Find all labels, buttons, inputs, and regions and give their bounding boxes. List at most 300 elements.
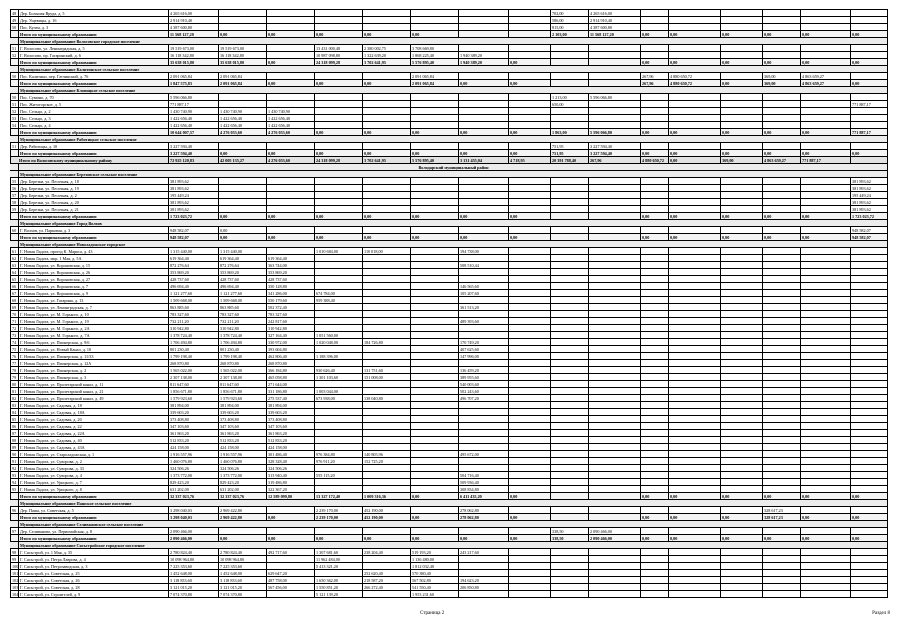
value-cell <box>508 339 550 345</box>
value-cell <box>266 101 314 107</box>
value-cell <box>668 199 720 205</box>
value-cell: 0,00 <box>850 493 888 499</box>
value-cell: 0,00 <box>668 157 720 163</box>
table-row <box>10 318 888 325</box>
value-cell: 350 128,80 <box>266 283 314 289</box>
value-cell <box>458 143 508 149</box>
value-cell <box>762 402 800 408</box>
value-cell: 815,00 <box>550 24 588 30</box>
value-cell <box>762 192 800 198</box>
value-cell: 2 969 422,80 <box>218 514 266 520</box>
value-cell <box>508 451 550 457</box>
value-cell: 452 190,00 <box>362 507 410 513</box>
row-label: Г. Новая Ладога, ул. Пионерская, д. 12А <box>18 360 168 366</box>
value-cell <box>550 381 588 387</box>
table-row <box>10 73 888 80</box>
value-cell <box>800 444 850 450</box>
value-cell: 4 265 616,00 <box>588 10 640 16</box>
value-cell <box>850 157 888 163</box>
row-label: Дер. Березки, ул. Песочная, д. 2 <box>18 192 168 198</box>
row-number: 81 <box>12 389 17 394</box>
value-cell <box>800 395 850 401</box>
value-cell <box>850 318 888 324</box>
value-cell <box>588 437 640 443</box>
value-cell <box>314 283 362 289</box>
value-cell <box>362 332 410 338</box>
value-cell <box>800 325 850 331</box>
value-cell <box>668 486 720 492</box>
value-cell <box>458 332 508 338</box>
value-cell: 35 638 015,80 <box>168 59 218 65</box>
row-number: 89 <box>12 445 17 450</box>
value-cell: 829 423,20 <box>218 479 266 485</box>
value-cell: 0,00 <box>800 234 850 240</box>
value-cell: 0,00 <box>218 213 266 219</box>
value-cell <box>362 465 410 471</box>
value-cell: 0,00 <box>850 514 888 520</box>
value-cell <box>314 255 362 261</box>
row-number: 52 <box>12 53 17 58</box>
value-cell <box>668 318 720 324</box>
value-cell <box>850 122 888 128</box>
value-cell <box>508 45 550 51</box>
table-row <box>10 122 888 129</box>
value-cell: 0,00 <box>266 213 314 219</box>
value-cell: 570 380,40 <box>410 570 458 576</box>
value-cell <box>762 52 800 58</box>
row-label: Итого по муниципальному образованию <box>18 213 168 219</box>
value-cell <box>410 248 458 254</box>
value-cell: 1 856 671,80 <box>218 388 266 394</box>
value-cell <box>668 577 720 583</box>
value-cell <box>550 437 588 443</box>
value-cell <box>668 353 720 359</box>
value-cell <box>762 353 800 359</box>
value-cell <box>588 311 640 317</box>
value-cell <box>550 325 588 331</box>
row-label: Г. Новая Ладога, ул. Пролетарский канал, д. 21 <box>18 388 168 394</box>
row-number: 51 <box>12 46 17 51</box>
value-cell: 0,00 <box>800 493 850 499</box>
value-cell <box>640 297 668 303</box>
value-cell: 6 411 435,20 <box>458 493 508 499</box>
row-label: Г. Новая Ладога, проезд К. Маркса, д. 43 <box>18 248 168 254</box>
table-row <box>10 227 888 234</box>
row-label: Итого по муниципальному образованию <box>18 129 168 135</box>
value-cell <box>800 269 850 275</box>
value-cell <box>800 486 850 492</box>
value-cell <box>640 346 668 352</box>
value-cell <box>550 248 588 254</box>
value-cell <box>266 143 314 149</box>
value-cell: 267,96 <box>640 73 668 79</box>
value-cell: 872 276,64 <box>168 262 218 268</box>
value-cell <box>720 388 762 394</box>
value-cell <box>218 192 266 198</box>
value-cell: 324 506,26 <box>218 465 266 471</box>
value-cell <box>588 59 640 65</box>
row-label: Г. Сясьстрой, ул. Петрозаводская, д. 3 <box>18 563 168 569</box>
value-cell <box>588 409 640 415</box>
value-cell: 496 707,20 <box>458 395 508 401</box>
value-cell: 347 103,60 <box>218 423 266 429</box>
value-cell <box>850 353 888 359</box>
value-cell <box>550 80 588 86</box>
value-cell <box>640 101 668 107</box>
value-cell: 2 239 170,00 <box>314 507 362 513</box>
value-cell <box>410 332 458 338</box>
value-cell <box>362 206 410 212</box>
value-cell <box>410 283 458 289</box>
value-cell: 11 568 127,20 <box>588 31 640 37</box>
value-cell: 341 286,00 <box>266 290 314 296</box>
value-cell: 324 506,26 <box>266 465 314 471</box>
value-cell <box>668 479 720 485</box>
value-cell <box>458 360 508 366</box>
table-row <box>10 479 888 486</box>
value-cell: 1 509 668,00 <box>218 297 266 303</box>
value-cell <box>314 430 362 436</box>
value-cell <box>508 556 550 562</box>
value-cell <box>850 290 888 296</box>
value-cell <box>850 570 888 576</box>
row-number: 96 <box>12 508 17 513</box>
value-cell <box>720 276 762 282</box>
value-cell: 0,00 <box>410 493 458 499</box>
value-cell <box>800 360 850 366</box>
value-cell: 381 893,62 <box>850 199 888 205</box>
row-number: 88 <box>12 438 17 443</box>
value-cell <box>362 108 410 114</box>
value-cell <box>800 472 850 478</box>
value-cell <box>508 255 550 261</box>
value-cell <box>668 430 720 436</box>
table-row <box>10 262 888 269</box>
value-cell <box>800 262 850 268</box>
value-cell <box>458 311 508 317</box>
value-cell <box>410 311 458 317</box>
value-cell <box>850 346 888 352</box>
value-cell <box>720 339 762 345</box>
value-cell: 2 239 170,00 <box>314 514 362 520</box>
value-cell <box>668 360 720 366</box>
value-cell <box>640 45 668 51</box>
value-cell: 381 893,62 <box>168 178 218 184</box>
value-cell <box>800 556 850 562</box>
value-cell: 32 337 023,76 <box>168 493 218 499</box>
value-cell: 7 074 370,80 <box>218 591 266 597</box>
value-cell <box>668 367 720 373</box>
value-cell <box>850 52 888 58</box>
subtotal-row <box>10 213 888 220</box>
value-cell: 4 863 659,27 <box>762 157 800 163</box>
value-cell <box>314 381 362 387</box>
value-cell <box>850 115 888 121</box>
value-cell <box>458 206 508 212</box>
table-row <box>10 311 888 318</box>
value-cell: 0,00 <box>458 150 508 156</box>
value-cell <box>508 17 550 23</box>
section-header-row <box>10 500 888 507</box>
value-cell <box>550 290 588 296</box>
value-cell <box>410 374 458 380</box>
value-cell <box>550 395 588 401</box>
value-cell <box>588 234 640 240</box>
value-cell: 310 942,80 <box>168 325 218 331</box>
value-cell: 424 158,00 <box>266 444 314 450</box>
value-cell <box>850 563 888 569</box>
value-cell <box>218 143 266 149</box>
value-cell: 328 617,23 <box>762 514 800 520</box>
value-cell: 369,00 <box>762 73 800 79</box>
value-cell <box>508 437 550 443</box>
value-cell <box>550 346 588 352</box>
value-cell: 495 672,00 <box>458 451 508 457</box>
value-cell: 3 298 040,03 <box>168 514 218 520</box>
value-cell <box>314 17 362 23</box>
value-cell <box>762 101 800 107</box>
value-cell <box>458 437 508 443</box>
value-cell: 872 276,64 <box>218 262 266 268</box>
value-cell: 0,00 <box>410 234 458 240</box>
value-cell <box>508 591 550 597</box>
value-cell: 328 617,23 <box>762 507 800 513</box>
value-cell <box>720 290 762 296</box>
row-number: 66 <box>12 284 17 289</box>
value-cell <box>640 472 668 478</box>
value-cell: 0,00 <box>508 129 550 135</box>
value-cell <box>410 122 458 128</box>
value-cell: 1 213,00 <box>550 94 588 100</box>
value-cell <box>762 577 800 583</box>
value-cell <box>850 486 888 492</box>
value-cell: 540 003,60 <box>458 381 508 387</box>
value-cell: 0,00 <box>800 213 850 219</box>
value-cell <box>508 304 550 310</box>
value-cell: 0,00 <box>362 234 410 240</box>
row-number: 92 <box>12 466 17 471</box>
table-row <box>10 276 888 283</box>
value-cell: 5 596 066,80 <box>588 129 640 135</box>
value-cell <box>588 402 640 408</box>
value-cell <box>762 444 800 450</box>
value-cell <box>588 213 640 219</box>
value-cell <box>762 262 800 268</box>
value-cell <box>410 472 458 478</box>
value-cell <box>720 115 762 121</box>
value-cell <box>762 486 800 492</box>
subtotal-row <box>10 80 888 87</box>
value-cell <box>800 304 850 310</box>
table-row <box>10 24 888 31</box>
value-cell <box>762 563 800 569</box>
value-cell <box>800 297 850 303</box>
value-cell <box>850 409 888 415</box>
value-cell <box>668 290 720 296</box>
value-cell <box>640 17 668 23</box>
value-cell <box>218 206 266 212</box>
value-cell <box>550 388 588 394</box>
value-cell <box>668 563 720 569</box>
value-cell <box>266 17 314 23</box>
value-cell <box>550 479 588 485</box>
value-cell <box>640 304 668 310</box>
value-cell <box>850 283 888 289</box>
row-number <box>10 66 18 72</box>
value-cell <box>550 234 588 240</box>
value-cell: 673 938,00 <box>314 395 362 401</box>
row-number: 94 <box>12 480 17 485</box>
row-number <box>10 87 18 93</box>
row-number: 68 <box>12 298 17 303</box>
value-cell <box>588 353 640 359</box>
value-cell <box>640 563 668 569</box>
value-cell: 361 513,20 <box>458 304 508 310</box>
value-cell <box>314 143 362 149</box>
value-cell <box>362 528 410 534</box>
table-row <box>10 549 888 556</box>
value-cell <box>458 73 508 79</box>
value-cell <box>362 556 410 562</box>
value-cell <box>362 430 410 436</box>
value-cell: 373 408,80 <box>168 416 218 422</box>
value-cell <box>720 332 762 338</box>
value-cell <box>588 297 640 303</box>
value-cell: 3 121 015,20 <box>218 584 266 590</box>
value-cell: 0,00 <box>640 150 668 156</box>
value-cell <box>720 472 762 478</box>
row-number: 50 <box>12 95 17 100</box>
value-cell: 2 091 065,84 <box>168 73 218 79</box>
row-label: Г. Сясьстрой, ул. Строителей, д. 9 <box>18 591 168 597</box>
value-cell <box>720 73 762 79</box>
value-cell: 555 115,20 <box>314 472 362 478</box>
value-cell: 35 638 015,80 <box>218 59 266 65</box>
value-cell <box>850 416 888 422</box>
value-cell: 3 118 833,60 <box>168 577 218 583</box>
value-cell: 206 850,80 <box>458 584 508 590</box>
value-cell: 0,00 <box>762 150 800 156</box>
value-cell <box>800 255 850 261</box>
value-cell <box>850 479 888 485</box>
value-cell <box>508 297 550 303</box>
value-cell <box>640 486 668 492</box>
row-label: Г. Новая Ладога, ул. М. Горького, д. 7А <box>18 332 168 338</box>
value-cell <box>850 297 888 303</box>
value-cell <box>800 339 850 345</box>
value-cell: 0,00 <box>508 535 550 541</box>
value-cell <box>640 199 668 205</box>
value-cell: 629 647,20 <box>266 570 314 576</box>
value-cell <box>508 311 550 317</box>
value-cell <box>508 318 550 324</box>
value-cell: 0,00 <box>668 150 720 156</box>
value-cell <box>314 227 362 233</box>
value-cell <box>508 332 550 338</box>
value-cell: 24 318 099,28 <box>314 59 362 65</box>
value-cell <box>720 563 762 569</box>
value-cell <box>550 416 588 422</box>
value-cell: 1 422 656,40 <box>168 122 218 128</box>
row-label: Г. Волхов, ул. Парковая, д. 3 <box>18 227 168 233</box>
row-number: 52 <box>12 109 17 114</box>
value-cell: 310 942,80 <box>218 325 266 331</box>
value-cell <box>720 52 762 58</box>
row-number <box>10 38 18 44</box>
value-cell: 42 005 135,27 <box>218 157 266 163</box>
value-cell <box>588 472 640 478</box>
value-cell <box>800 17 850 23</box>
value-cell <box>458 458 508 464</box>
value-cell <box>588 360 640 366</box>
value-cell: 1 430 740,90 <box>266 108 314 114</box>
value-cell: 1 565 022,00 <box>218 367 266 373</box>
value-cell <box>640 423 668 429</box>
value-cell <box>314 486 362 492</box>
value-cell: 338,50 <box>550 528 588 534</box>
row-label: Г. Новая Ладога, ул. Пионерская, д. 9/6 <box>18 339 168 345</box>
value-cell <box>850 381 888 387</box>
row-number <box>10 220 18 226</box>
value-cell <box>314 108 362 114</box>
value-cell: 301 486,40 <box>266 451 314 457</box>
value-cell <box>720 367 762 373</box>
value-cell: 1 307 681,60 <box>314 549 362 555</box>
value-cell <box>218 17 266 23</box>
value-cell <box>458 430 508 436</box>
value-cell <box>640 255 668 261</box>
table-row <box>10 374 888 381</box>
value-cell <box>800 143 850 149</box>
value-cell <box>508 192 550 198</box>
subtotal-row <box>10 535 888 542</box>
row-number: 84 <box>12 410 17 415</box>
row-label: Пос. Сельцо, д. 3 <box>18 115 168 121</box>
value-cell <box>720 227 762 233</box>
value-cell: 2 090 466,00 <box>168 528 218 534</box>
value-cell <box>410 395 458 401</box>
value-cell: 0,00 <box>762 234 800 240</box>
value-cell: 0,00 <box>508 150 550 156</box>
value-cell: 1 953 231,60 <box>410 591 458 597</box>
value-cell: 5 576 895,40 <box>410 59 458 65</box>
value-cell <box>800 465 850 471</box>
value-cell: 0,00 <box>720 213 762 219</box>
value-cell <box>508 248 550 254</box>
row-number: 65 <box>12 277 17 282</box>
value-cell <box>410 325 458 331</box>
value-cell <box>588 395 640 401</box>
section-header-row <box>10 136 888 143</box>
value-cell <box>588 269 640 275</box>
row-number <box>10 171 18 177</box>
row-label: Итого по Волосовскому муниципальному району <box>19 158 113 163</box>
value-cell <box>668 192 720 198</box>
value-cell <box>362 318 410 324</box>
value-cell <box>668 409 720 415</box>
value-cell <box>668 339 720 345</box>
row-label: Г. Новая Ладога, ул. М. Горького, д. 10 <box>18 311 168 317</box>
value-cell <box>640 430 668 436</box>
value-cell <box>508 458 550 464</box>
value-cell <box>850 248 888 254</box>
value-cell <box>720 297 762 303</box>
value-cell <box>668 507 720 513</box>
value-cell: 1 422 656,40 <box>218 122 266 128</box>
value-cell: 508 510,44 <box>458 262 508 268</box>
value-cell: 267,96 <box>588 157 640 163</box>
value-cell <box>550 255 588 261</box>
